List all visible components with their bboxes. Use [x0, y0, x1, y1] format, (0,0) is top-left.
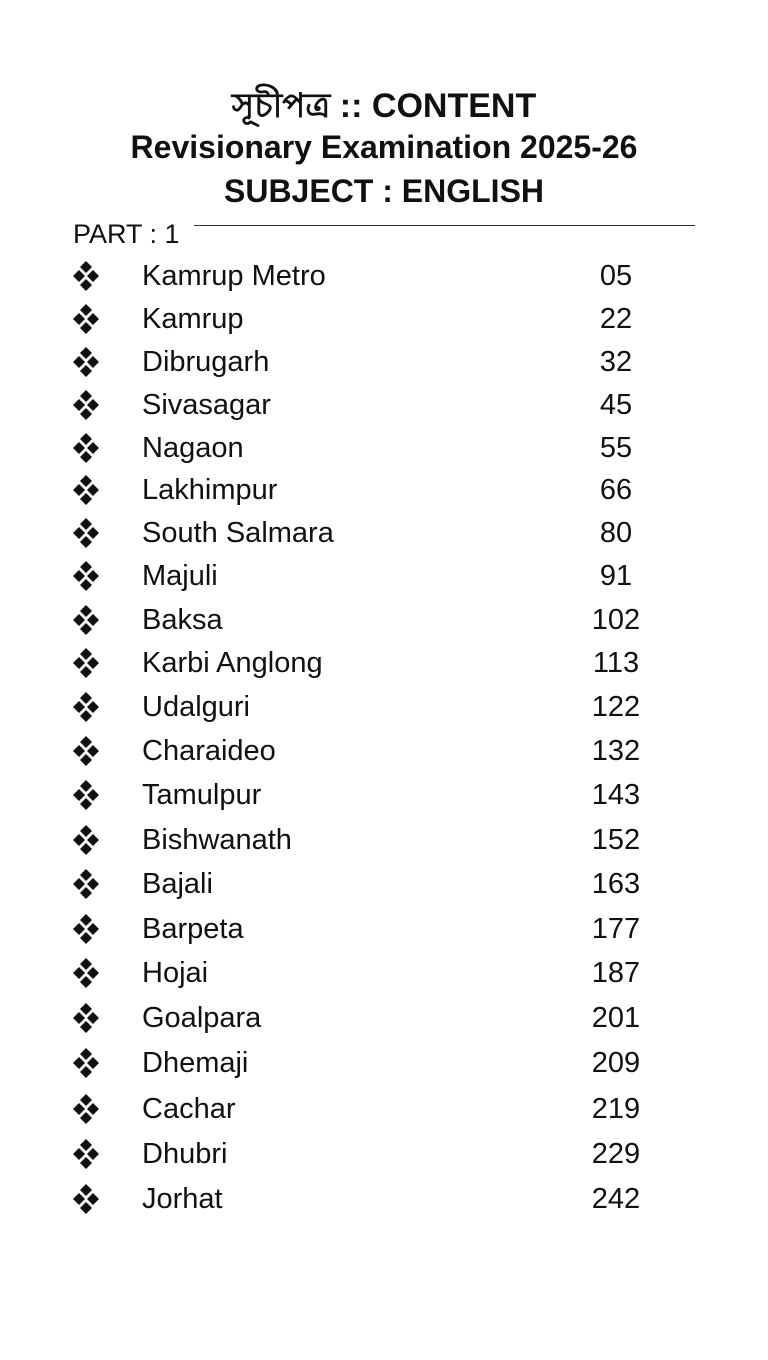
- toc-entry-district: Dhemaji: [142, 1047, 249, 1079]
- toc-entry: [0, 955, 768, 995]
- diamond-bullet-icon: [70, 432, 102, 464]
- diamond-bullet-icon: [70, 691, 102, 723]
- toc-entry-district: Tamulpur: [142, 779, 262, 811]
- diamond-bullet-icon: [70, 868, 102, 900]
- toc-entry: [0, 777, 768, 817]
- diamond-bullet-icon: [70, 1047, 102, 1079]
- toc-entry: [0, 1181, 768, 1221]
- toc-entry: [0, 866, 768, 906]
- diamond-bullet-icon: [70, 779, 102, 811]
- toc-entry: [0, 1091, 768, 1131]
- toc-entry-page-number: 177: [591, 913, 641, 945]
- diamond-bullet-icon: [70, 303, 102, 335]
- diamond-bullet-icon: [70, 474, 102, 506]
- toc-entry-district: Udalguri: [142, 691, 250, 723]
- toc-entry-district: Bajali: [142, 868, 213, 900]
- toc-entry-district: Bishwanath: [142, 824, 292, 856]
- toc-entry-district: Jorhat: [142, 1183, 223, 1215]
- toc-entry: [0, 645, 768, 685]
- diamond-bullet-icon: [70, 604, 102, 636]
- toc-entry: [0, 1045, 768, 1085]
- diamond-bullet-icon: [70, 1002, 102, 1034]
- toc-entry: [0, 515, 768, 555]
- diamond-bullet-icon: [70, 735, 102, 767]
- toc-entry-page-number: 187: [591, 957, 641, 989]
- toc-entry-page-number: 91: [599, 560, 633, 592]
- toc-entry-district: Kamrup Metro: [142, 260, 326, 292]
- toc-entry-district: Charaideo: [142, 735, 276, 767]
- toc-entry: [0, 822, 768, 862]
- toc-entry-district: Sivasagar: [142, 389, 271, 421]
- toc-entry-district: Majuli: [142, 560, 218, 592]
- part-label: PART : 1: [73, 219, 180, 249]
- toc-entry-district: Barpeta: [142, 913, 244, 945]
- diamond-bullet-icon: [70, 824, 102, 856]
- toc-entry: [0, 733, 768, 773]
- diamond-bullet-icon: [70, 517, 102, 549]
- diamond-bullet-icon: [70, 1138, 102, 1170]
- toc-entry: [0, 387, 768, 427]
- part-divider: [194, 225, 695, 226]
- toc-entry: [0, 1000, 768, 1040]
- toc-entry-page-number: 219: [591, 1093, 641, 1125]
- toc-entry-page-number: 55: [599, 432, 633, 464]
- toc-entry-page-number: 152: [591, 824, 641, 856]
- exam-title: Revisionary Examination 2025-26: [130, 129, 638, 165]
- toc-entry: [0, 602, 768, 642]
- toc-entry-district: Karbi Anglong: [142, 647, 323, 679]
- toc-entry-page-number: 80: [599, 517, 633, 549]
- toc-entry-page-number: 66: [599, 474, 633, 506]
- toc-entry: [0, 430, 768, 470]
- diamond-bullet-icon: [70, 913, 102, 945]
- toc-entry-page-number: 113: [592, 647, 640, 679]
- diamond-bullet-icon: [70, 260, 102, 292]
- toc-entry: [0, 689, 768, 729]
- toc-entry-page-number: 201: [591, 1002, 641, 1034]
- toc-entry-district: Baksa: [142, 604, 223, 636]
- toc-entry-page-number: 143: [591, 779, 641, 811]
- diamond-bullet-icon: [70, 560, 102, 592]
- toc-entry-page-number: 45: [599, 389, 633, 421]
- toc-entry-page-number: 05: [599, 260, 633, 292]
- toc-entry-page-number: 132: [591, 735, 641, 767]
- toc-entry: [0, 344, 768, 384]
- diamond-bullet-icon: [70, 1183, 102, 1215]
- toc-entry-page-number: 209: [591, 1047, 641, 1079]
- toc-entry-page-number: 163: [591, 868, 641, 900]
- toc-entry: [0, 911, 768, 951]
- toc-entry-page-number: 122: [591, 691, 641, 723]
- diamond-bullet-icon: [70, 957, 102, 989]
- toc-entry: [0, 558, 768, 598]
- diamond-bullet-icon: [70, 346, 102, 378]
- toc-entry: [0, 301, 768, 341]
- toc-entry-page-number: 22: [599, 303, 633, 335]
- toc-entry-district: Lakhimpur: [142, 474, 278, 506]
- page-title: সূচীপত্র :: CONTENT: [231, 87, 537, 125]
- toc-entry-district: Cachar: [142, 1093, 236, 1125]
- toc-entry: [0, 258, 768, 298]
- toc-entry-district: Hojai: [142, 957, 209, 989]
- diamond-bullet-icon: [70, 389, 102, 421]
- toc-entry-page-number: 32: [599, 346, 633, 378]
- toc-entry-page-number: 229: [591, 1138, 641, 1170]
- toc-entry-page-number: 102: [591, 604, 641, 636]
- toc-entry-page-number: 242: [591, 1183, 641, 1215]
- toc-entry: [0, 1136, 768, 1176]
- toc-entry-district: Dhubri: [142, 1138, 228, 1170]
- toc-entry-district: Nagaon: [142, 432, 244, 464]
- subject-title: SUBJECT : ENGLISH: [223, 173, 545, 209]
- diamond-bullet-icon: [70, 1093, 102, 1125]
- toc-entry-district: Kamrup: [142, 303, 244, 335]
- toc-entry-district: Dibrugarh: [142, 346, 270, 378]
- toc-entry-district: South Salmara: [142, 517, 334, 549]
- toc-entry-district: Goalpara: [142, 1002, 262, 1034]
- toc-entry: [0, 472, 768, 512]
- diamond-bullet-icon: [70, 647, 102, 679]
